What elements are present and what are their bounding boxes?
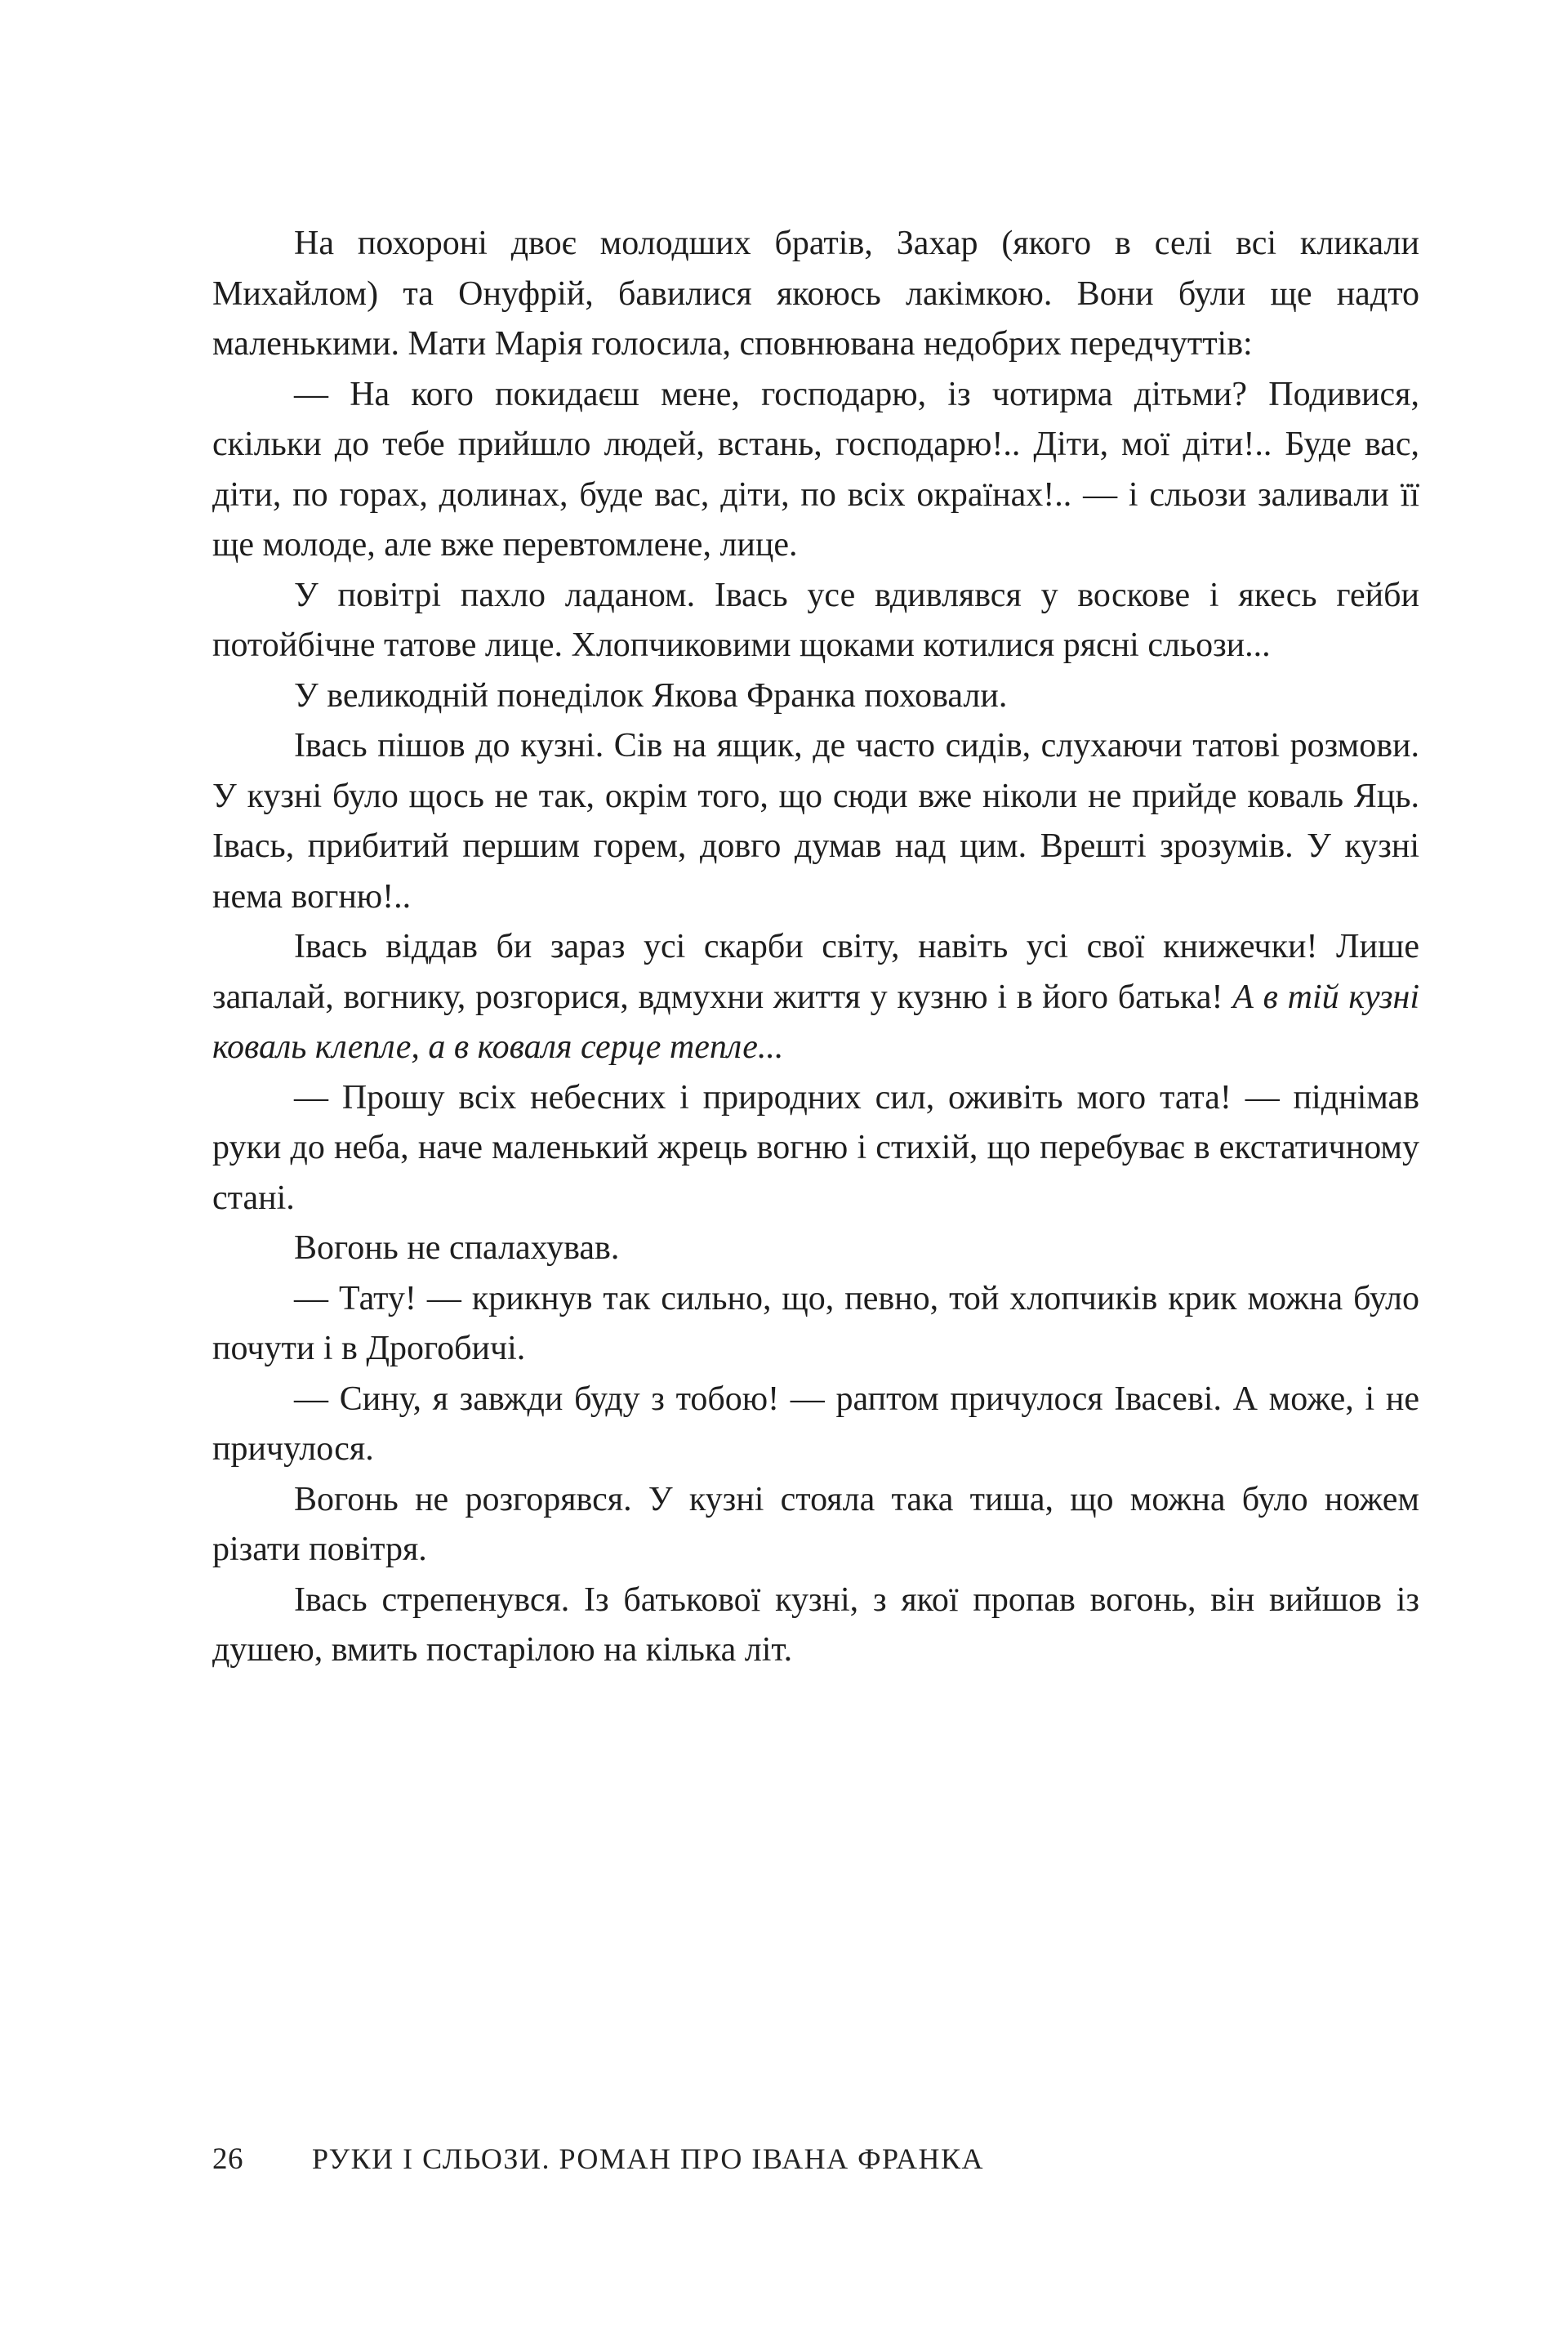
text-run: У повітрі пахло ладаном. Івась усе вдивлявся у воскове і якесь гейби потойбічне татове лице. Хлопчиковими щоками котилися рясні сльози... (212, 576, 1419, 664)
text-run: У великодній понеділок Якова Франка поховали. (294, 676, 1008, 715)
paragraph (212, 1576, 1419, 1676)
text-run: — На кого покидаєш мене, господарю, із чотирма дітьми? Подивися, скільки до тебе прийшло людей, встань, господарю!.. Діти, мої діти!.. Буде вас, діти, по горах, долинах, буде вас, діти, по всіх окраїнах!.. — і сльози заливали її ще молоде, але вже перевтомлене, лице. (212, 375, 1419, 564)
text-run: Вогонь не розгорявся. У кузні стояла така тиша, що можна було ножем різати повітря. (212, 1480, 1419, 1568)
text-run: — Тату! — крикнув так сильно, що, певно, той хлопчиків крик можна було почути і в Дрогобичі. (212, 1279, 1419, 1367)
paragraph (212, 671, 1419, 722)
page-number: 26 (212, 2142, 243, 2176)
paragraph (212, 1375, 1419, 1475)
text-run: На похороні двоє молодших братів, Захар (якого в селі всі кликали Михайлом) та Онуфрій, бавилися якоюсь лакімкою. Вони були ще надто маленькими. Мати Марія голосила, сповнювана недобрих передчуттів: (212, 225, 1419, 363)
running-title: РУКИ І СЛЬОЗИ. РОМАН ПРО ІВАНА ФРАНКА (312, 2142, 984, 2175)
paragraph (212, 1475, 1419, 1576)
paragraph (212, 1274, 1419, 1375)
text-run: Вогонь не спалахував. (294, 1229, 620, 1267)
text-run: Івась стрепенувся. Із батькової кузні, з якої пропав вогонь, він вийшов із душею, вмить постарілою на кілька літ. (212, 1580, 1419, 1669)
paragraph (212, 370, 1419, 571)
text-run: Івась пішов до кузні. Сів на ящик, де часто сидів, слухаючи татові розмови. У кузні було щось не так, окрім того, що сюди вже ніколи не прийде коваль Яць. Івась, прибитий першим горем, довго думав над цим. Врешті зрозумів. У кузні нема вогню!.. (212, 727, 1419, 916)
page-footer (212, 2142, 1419, 2177)
paragraph (212, 1073, 1419, 1224)
paragraph (212, 922, 1419, 1073)
text-block (212, 219, 1419, 1676)
paragraph (212, 219, 1419, 370)
paragraph (212, 1224, 1419, 1274)
text-run: Івась віддав би зараз усі скарби світу, навіть усі свої книжечки! Лише запалай, вогнику, розгорися, вдмухни життя у кузню і в його батька! (212, 928, 1419, 1016)
text-run: — Прошу всіх небесних і природних сил, оживіть мого тата! — піднімав руки до неба, наче маленький жрець вогню і стихій, що перебуває в екстатичному стані. (212, 1078, 1419, 1217)
paragraph (212, 721, 1419, 922)
text-run: — Сину, я завжди буду з тобою! — раптом причулося Івасеві. А може, і не причулося. (212, 1380, 1419, 1468)
paragraph (212, 571, 1419, 671)
italic-text-run: А в тій кузні коваль клепле, а в коваля серце тепле... (212, 978, 1419, 1066)
